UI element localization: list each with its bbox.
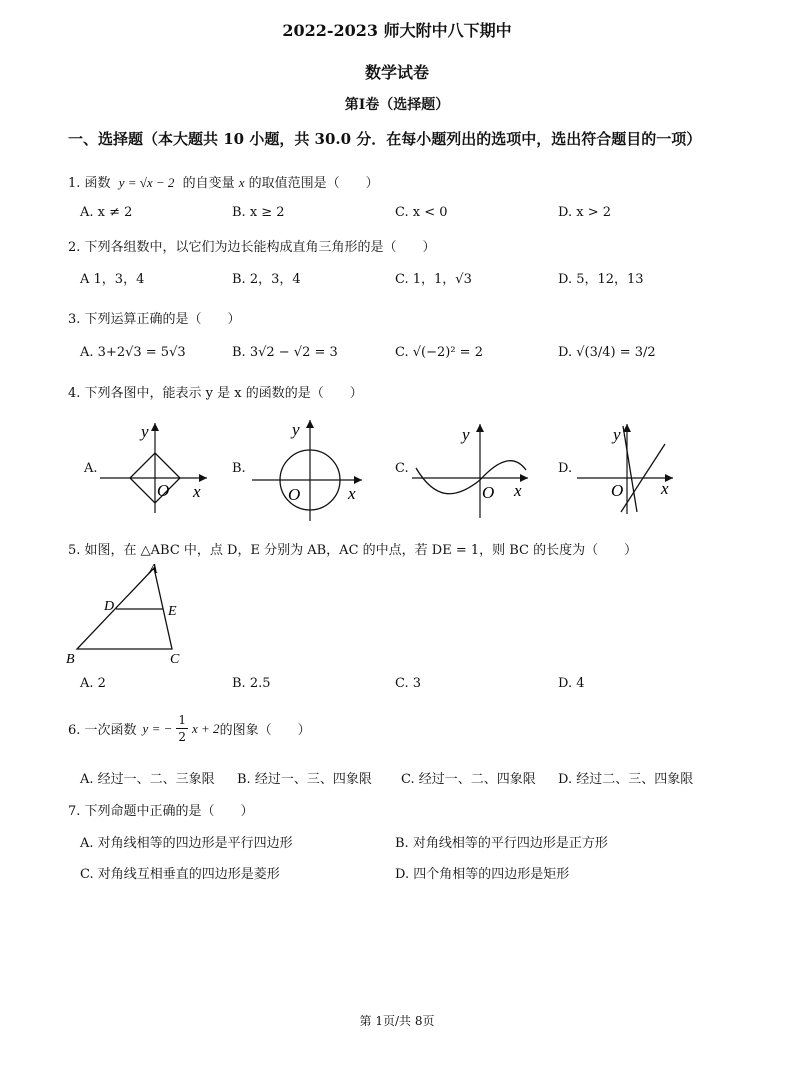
graph-d-origin-label: O bbox=[611, 481, 624, 500]
q6-expr-rest: x + 2 bbox=[192, 720, 220, 736]
q7-option-b[interactable]: B. 对角线相等的平行四边形是正方形 bbox=[395, 836, 608, 851]
q1-option-b[interactable]: B. x ≥ 2 bbox=[232, 205, 285, 220]
graph-a-origin-label: O bbox=[157, 481, 170, 500]
graph-a-diamond bbox=[95, 415, 215, 515]
graph-c-y-label: y bbox=[462, 425, 470, 444]
graph-b-origin-label: O bbox=[288, 485, 301, 504]
graph-a-x-label: x bbox=[193, 482, 201, 501]
page-footer: 第 1页/共 8页 bbox=[359, 1014, 435, 1028]
q7-option-c[interactable]: C. 对角线互相垂直的四边形是菱形 bbox=[80, 867, 280, 882]
triangle-label-a: A bbox=[149, 562, 158, 577]
q1-middle: 的自变量 bbox=[182, 176, 235, 191]
q2-option-a[interactable]: A 1，3，4 bbox=[80, 272, 145, 287]
graph-b-circle bbox=[250, 415, 370, 525]
graph-c-origin-label: O bbox=[482, 483, 495, 502]
exam-subtitle: 数学试卷 bbox=[364, 63, 429, 82]
q1-prefix: 1. 函数 bbox=[68, 176, 111, 191]
q6-fraction bbox=[176, 712, 188, 745]
triangle-figure bbox=[62, 560, 192, 670]
q6-option-a[interactable]: A. 经过一、二、三象限 bbox=[80, 772, 215, 787]
question-1 bbox=[68, 172, 379, 191]
question-3: 3. 下列运算正确的是（ ） bbox=[68, 312, 241, 327]
graph-d-line bbox=[575, 420, 685, 520]
q2-option-c[interactable]: C. 1，1，√3 bbox=[395, 272, 472, 287]
section-heading: 一、选择题（本大题共 10 小题，共 30.0 分．在每小题列出的选项中，选出符合题目的一项） bbox=[68, 130, 702, 148]
question-5: 5. 如图，在 △ABC 中，点 D，E 分别为 AB，AC 的中点，若 DE = 1，则 BC 的长度为（ ） bbox=[68, 543, 638, 558]
q2-option-b[interactable]: B. 2，3，4 bbox=[232, 272, 301, 287]
q6-prefix: 6. 一次函数 bbox=[68, 723, 137, 738]
q6-numerator: 1 bbox=[178, 713, 187, 727]
q1-variable: x bbox=[238, 175, 245, 190]
question-2: 2. 下列各组数中，以它们为边长能构成直角三角形的是（ ） bbox=[68, 240, 436, 255]
q3-option-a[interactable]: A. 3+2√3 = 5√3 bbox=[80, 345, 186, 360]
q7-option-a[interactable]: A. 对角线相等的四边形是平行四边形 bbox=[80, 836, 293, 851]
q4-option-c[interactable]: C. bbox=[395, 461, 409, 476]
q6-option-c[interactable]: C. 经过一、二、四象限 bbox=[401, 772, 536, 787]
q3-option-d[interactable]: D. √(3/4) = 3/2 bbox=[558, 345, 656, 360]
q6-denominator: 2 bbox=[178, 730, 187, 744]
part-title: 第I卷（选择题） bbox=[344, 97, 450, 113]
graph-c-wave bbox=[410, 420, 535, 520]
q6-expr-y: y = − bbox=[142, 720, 173, 736]
q6-option-b[interactable]: B. 经过一、三、四象限 bbox=[237, 772, 372, 787]
graph-d-x-label: x bbox=[661, 479, 669, 498]
q3-option-b[interactable]: B. 3√2 − √2 = 3 bbox=[232, 345, 338, 360]
q1-suffix: 的取值范围是（ ） bbox=[248, 176, 379, 191]
q2-option-d[interactable]: D. 5，12，13 bbox=[558, 272, 644, 287]
graph-d-y-label: y bbox=[613, 425, 621, 444]
graph-c-x-label: x bbox=[514, 481, 522, 500]
q3-option-c[interactable]: C. √(−2)² = 2 bbox=[395, 345, 483, 360]
q5-option-a[interactable]: A. 2 bbox=[80, 676, 106, 691]
graph-a-y-label: y bbox=[141, 422, 149, 441]
exam-title: 2022-2023 师大附中八下期中 bbox=[282, 21, 512, 40]
question-7: 7. 下列命题中正确的是（ ） bbox=[68, 804, 254, 819]
graph-b-y-label: y bbox=[292, 420, 300, 439]
q1-option-d[interactable]: D. x > 2 bbox=[558, 205, 611, 220]
q7-option-d[interactable]: D. 四个角相等的四边形是矩形 bbox=[395, 867, 570, 882]
q1-expression: y = √x − 2 bbox=[118, 175, 175, 190]
triangle-label-e: E bbox=[168, 604, 177, 619]
q5-option-c[interactable]: C. 3 bbox=[395, 676, 422, 691]
triangle-label-d: D bbox=[104, 599, 115, 614]
q5-option-b[interactable]: B. 2.5 bbox=[232, 676, 271, 691]
q1-option-a[interactable]: A. x ≠ 2 bbox=[80, 205, 133, 220]
triangle-label-b: B bbox=[66, 652, 75, 667]
graph-b-x-label: x bbox=[348, 484, 356, 503]
q6-suffix: 的图象（ ） bbox=[219, 723, 311, 738]
q4-option-a[interactable]: A. bbox=[84, 461, 98, 476]
q5-option-d[interactable]: D. 4 bbox=[558, 676, 585, 691]
q1-option-c[interactable]: C. x < 0 bbox=[395, 205, 448, 220]
q4-option-b[interactable]: B. bbox=[232, 461, 246, 476]
question-6 bbox=[68, 712, 311, 745]
triangle-label-c: C bbox=[170, 652, 180, 667]
q6-option-d[interactable]: D. 经过二、三、四象限 bbox=[558, 772, 694, 787]
q4-option-d[interactable]: D. bbox=[558, 461, 573, 476]
question-4: 4. 下列各图中，能表示 y 是 x 的函数的是（ ） bbox=[68, 386, 363, 401]
